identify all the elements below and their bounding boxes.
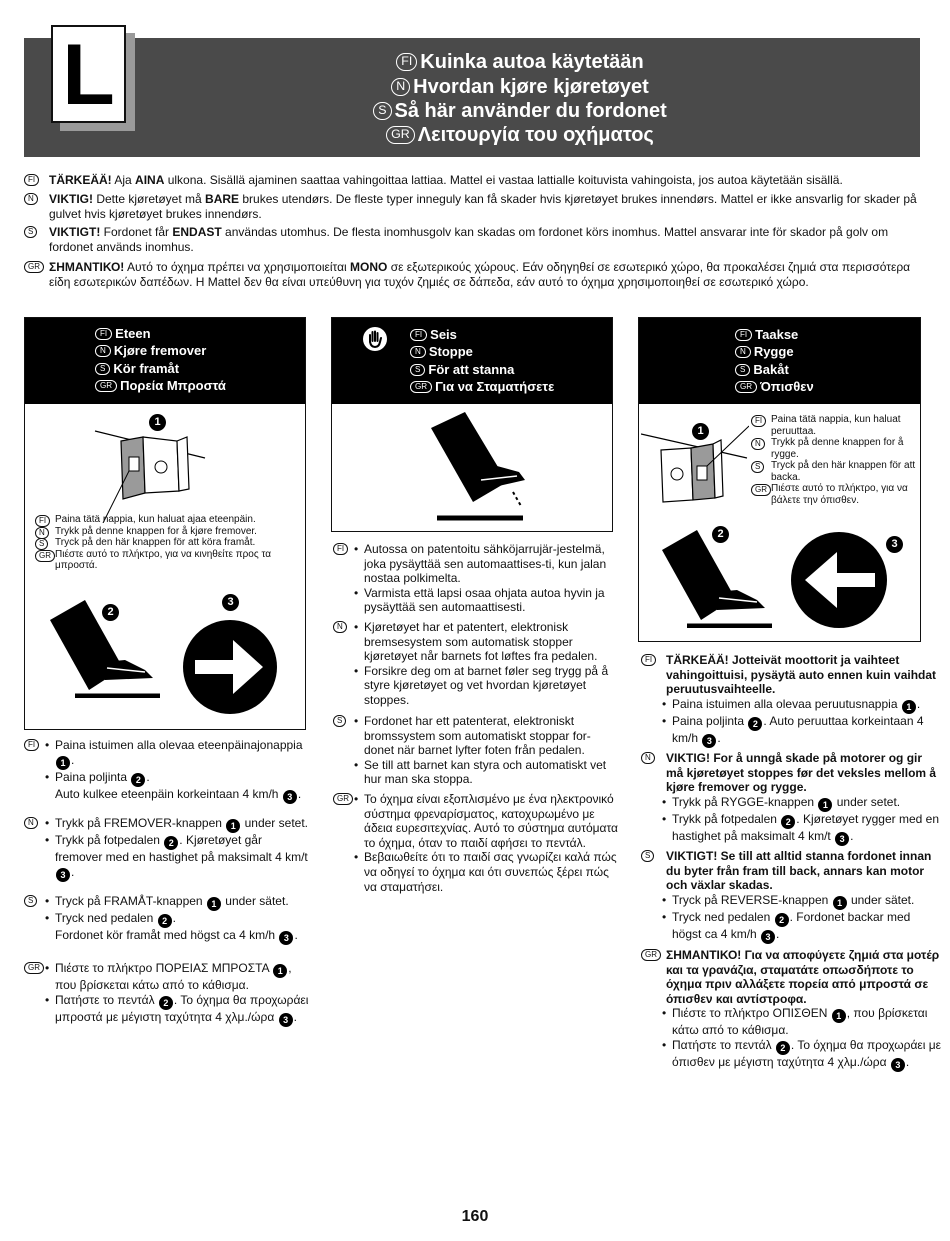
heading-text: Seis xyxy=(430,327,457,342)
list-item xyxy=(662,1006,941,1038)
lang-badge: GR xyxy=(410,381,432,393)
list-item xyxy=(45,833,309,882)
text: Πατήστε το πεντάλ xyxy=(672,1037,775,1052)
section-letter: L xyxy=(51,25,126,123)
reverse-warning: TÄRKEÄÄ! Jotteivät moottorit ja vaihteet vahingoittuisi, pysäytä auto ennen kuin vaihdat peruutusvaihteelle. xyxy=(666,653,937,697)
caption-n xyxy=(751,437,919,460)
text: . xyxy=(294,928,298,942)
step-3-icon: 3 xyxy=(835,832,849,846)
lang-badge: FI xyxy=(641,654,656,666)
text: . xyxy=(297,786,302,801)
text: . xyxy=(172,911,176,925)
list-item xyxy=(45,961,309,993)
lang-badge: N xyxy=(24,817,38,829)
list-item xyxy=(45,911,309,945)
warning-emphasis: ΜΟΝΟ xyxy=(350,260,388,274)
heading-text: För att stanna xyxy=(428,362,515,377)
warning-keyword: ΣΗΜΑΝΤΙΚΟ! xyxy=(49,260,125,274)
caption-text: Πιέστε αυτό το πλήκτρο, για να βάλετε την όπισθεν. xyxy=(771,483,908,506)
lang-badge: S xyxy=(641,850,654,862)
caption-n xyxy=(35,526,300,538)
heading-gr xyxy=(95,377,226,395)
text: Auto kulkee eteenpäin korkeintaan 4 km/h xyxy=(55,786,282,801)
text: Tryck på REVERSE-knappen xyxy=(672,892,832,907)
title-text: Kuinka autoa käytetään xyxy=(420,51,644,73)
caption-text: Πιέστε αυτό το πλήκτρο, για να κινηθείτε προς τα μπροστά. xyxy=(55,548,272,571)
list-item xyxy=(662,795,941,812)
caption-fi xyxy=(751,414,919,437)
list-item xyxy=(662,893,941,910)
text: Tryck ned pedalen xyxy=(55,911,157,925)
warning-gr xyxy=(24,260,920,289)
panel-reverse-captions xyxy=(751,414,919,506)
step-1-icon: 1 xyxy=(818,798,832,812)
list-item xyxy=(45,738,309,770)
caption-text: Tryck på den här knappen för att köra framåt. xyxy=(55,537,256,548)
reverse-text-n xyxy=(641,751,941,846)
arrow-left-icon xyxy=(789,530,889,630)
step-1-icon: 1 xyxy=(56,756,70,770)
warning-keyword: VIKTIGT! xyxy=(49,225,101,239)
heading-text: Για να Σταματήσετε xyxy=(435,379,555,394)
heading-gr xyxy=(735,378,814,396)
text: . xyxy=(850,828,854,843)
list-item xyxy=(45,770,309,804)
text: under setet. xyxy=(241,816,308,830)
text: . xyxy=(293,1009,297,1024)
forward-text-s xyxy=(24,894,309,945)
text: . Auto peruuttaa korkeintaan 4 km/h xyxy=(672,713,924,745)
text: Trykk på RYGGE-knappen xyxy=(672,794,818,809)
text: . xyxy=(776,926,780,941)
lang-badge: N xyxy=(24,193,38,205)
text: . Kjøretøyet går fremover med en hastighet på maksimalt 4 km/t xyxy=(55,833,308,864)
text: Trykk på FREMOVER-knappen xyxy=(55,816,226,830)
heading-text: Bakåt xyxy=(753,362,789,377)
warning-text: σε εξωτερικούς χώρους. Εάν οδηγηθεί σε εσωτερικό χώρο, θα προκαλέσει ζημιά στα περισσότερα είδη εσωτερικών δαπέδων. Η Mattel δεν θα είναι υπεύθυνη για τυχόν ζημιές σε δάπεδα, εάν αυτό το όχημα χρησιμοποιηθεί σε εσωτερικό χώρο. xyxy=(49,260,911,289)
lang-badge: FI xyxy=(24,174,39,186)
callout-3: 3 xyxy=(222,594,239,611)
text: , που βρίσκεται κάτω από το κάθισμα. xyxy=(672,1006,928,1038)
text: . xyxy=(717,730,721,745)
lang-badge: GR xyxy=(751,484,771,496)
lang-badge: GR xyxy=(35,550,55,562)
step-3-icon: 3 xyxy=(702,734,716,748)
lang-badge: GR xyxy=(641,949,661,961)
text: Fordonet kör framåt med högst ca 4 km/h xyxy=(55,928,279,942)
warning-text: Fordonet får xyxy=(100,225,173,239)
text: . Το όχημα θα προχωράει μπροστά με μέγιστη ταχύτητα 4 χλμ./ώρα xyxy=(55,992,309,1024)
lang-badge: FI xyxy=(410,329,427,341)
lang-badge: S xyxy=(751,461,764,473)
heading-text: Kjøre fremover xyxy=(113,343,207,358)
title-n xyxy=(230,75,810,99)
callout-3: 3 xyxy=(886,536,903,553)
lang-badge: S xyxy=(95,363,110,375)
title-s xyxy=(230,99,810,123)
panel-stop-heading xyxy=(332,318,612,404)
warning-text: ulkona. Sisällä ajaminen saattaa vahingoittaa lattiaa. Mattel ei vastaa lattialle koituvista vahingoista, jos autoa käytetään sisällä. xyxy=(164,173,843,187)
panel-forward-captions xyxy=(35,514,300,572)
text: Trykk på fotpedalen xyxy=(672,811,781,826)
lang-badge: GR xyxy=(24,261,44,273)
reverse-warning: ΣΗΜΑΝΤΙΚΟ! Για να αποφύγετε ζημιά στα μοτέρ και τα γρανάζια, σταματάτε οπωσδήποτε το όχημα πριν αλλάξετε πορεία από μπροστά σε όπισθεν και αντίστροφα. xyxy=(666,948,940,1006)
callout-2: 2 xyxy=(712,526,729,543)
heading-n xyxy=(410,343,473,361)
warning-text: brukes utendørs. De fleste typer inneguly kan få skader hvis kjøretøyet brukes innendørs. Mattel er ikke ansvarlig for skader på gulvet hvis kjøretøyet brukes innendørs. xyxy=(49,192,917,221)
heading-text: Rygge xyxy=(753,344,794,359)
text: . xyxy=(146,769,150,784)
reverse-text-gr xyxy=(641,948,941,1072)
lang-badge: FI xyxy=(95,328,112,340)
lang-badge: N xyxy=(641,752,655,764)
warning-emphasis: BARE xyxy=(205,192,240,206)
text: . xyxy=(905,1054,910,1069)
title-gr xyxy=(230,123,810,147)
lang-badge: FI xyxy=(24,739,39,751)
title-fi xyxy=(230,50,810,74)
step-2-icon: 2 xyxy=(775,913,789,927)
list-item: • Se till att barnet kan styra och automatiskt vet hur man ska stoppa. xyxy=(354,758,618,787)
warning-emphasis: AINA xyxy=(135,173,165,187)
lang-badge: N xyxy=(333,621,347,633)
lang-badge: N xyxy=(735,346,751,358)
list-item: • Varmista että lapsi osaa ohjata autoa hyvin ja pysäyttää sen automaattisesti. xyxy=(354,586,618,615)
step-1-icon: 1 xyxy=(832,1009,846,1023)
lang-badge: N xyxy=(391,78,410,96)
step-1-icon: 1 xyxy=(902,700,916,714)
text: . Το όχημα θα προχωράει με όπισθεν με μέγιστη ταχύτητα 4 χλμ./ώρα xyxy=(672,1037,942,1069)
text: . xyxy=(71,752,75,767)
stop-text-s xyxy=(333,714,618,787)
text: . Fordonet backar med högst ca 4 km/h xyxy=(672,909,911,941)
lang-badge: S xyxy=(373,102,391,120)
text: under sätet. xyxy=(847,892,915,907)
step-1-icon: 1 xyxy=(207,897,221,911)
caption-s xyxy=(35,537,300,549)
page-number: 160 xyxy=(461,1208,489,1225)
heading-fi xyxy=(735,326,798,344)
caption-fi xyxy=(35,514,300,526)
warning-keyword: TÄRKEÄÄ! xyxy=(49,173,112,187)
step-1-icon: 1 xyxy=(226,819,240,833)
forward-text-n xyxy=(24,816,309,882)
lang-badge: S xyxy=(333,715,346,727)
panel-stop xyxy=(331,317,613,532)
caption-s xyxy=(751,460,919,483)
list-item: • Το όχημα είναι εξοπλισμένο με ένα ηλεκτρονικό σύστημα φρεναρίσματος, κατοχυρωμένο με άδεια ευρεσιτεχνίας. Αυτό το σύστημα αυτόματα το όχημα, όταν το παιδί αφήσει το πεντάλ. xyxy=(354,792,618,850)
list-item xyxy=(662,812,941,846)
heading-gr xyxy=(410,378,554,396)
lang-badge: FI xyxy=(751,415,766,427)
text: Paina istuimen alla olevaa eteenpäinajonappia xyxy=(55,738,303,752)
text: under setet. xyxy=(833,794,901,809)
lang-badge: GR xyxy=(95,380,117,392)
list-item xyxy=(45,993,309,1027)
stop-text-gr xyxy=(333,792,618,894)
step-2-icon: 2 xyxy=(158,914,172,928)
text: Πιέστε το πλήκτρο ΟΠΙΣΘΕΝ xyxy=(672,1006,831,1021)
lang-badge: S xyxy=(410,364,425,376)
foot-lifting-illustration xyxy=(427,410,537,522)
text: Trykk på fotpedalen xyxy=(55,833,164,847)
arrow-right-icon xyxy=(181,618,279,716)
lang-badge: S xyxy=(735,364,750,376)
callout-1: 1 xyxy=(692,423,709,440)
heading-n xyxy=(735,343,794,361)
text: . Kjøretøyet rygger med en hastighet på maksimalt 4 km/t xyxy=(672,811,939,843)
step-3-icon: 3 xyxy=(279,931,293,945)
panel-forward xyxy=(24,317,306,730)
heading-text: Taakse xyxy=(755,327,799,342)
warning-s xyxy=(24,225,920,254)
list-item: • Kjøretøyet har et patentert, elektronisk bremsesystem som automatisk stopper kjøretøyet når barnets fot løftes fra pedalen. xyxy=(354,620,618,664)
forward-text-gr xyxy=(24,961,309,1027)
lang-badge: N xyxy=(751,438,765,450)
heading-s xyxy=(95,360,179,378)
list-item xyxy=(662,714,941,748)
title-text: Så här använder du fordonet xyxy=(394,100,667,122)
step-1-icon: 1 xyxy=(273,964,287,978)
caption-text: Trykk på denne knappen for å kjøre fremover. xyxy=(55,525,257,537)
step-2-icon: 2 xyxy=(776,1041,790,1055)
list-item: • Βεβαιωθείτε ότι το παιδί σας γνωρίζει καλά πώς να οδηγεί το όχημα και ότι συνεπώς ξέρει πώς να σταματήσει. xyxy=(354,850,618,894)
warning-text: Aja xyxy=(111,173,136,187)
step-3-icon: 3 xyxy=(761,930,775,944)
lang-badge: N xyxy=(410,346,426,358)
heading-text: Πορεία Μπροστά xyxy=(120,378,226,393)
caption-text: Paina tätä nappia, kun haluat ajaa eteenpäin. xyxy=(55,514,256,525)
step-2-icon: 2 xyxy=(781,815,795,829)
text: Πατήστε το πεντάλ xyxy=(55,992,158,1007)
step-2-icon: 2 xyxy=(164,836,178,850)
list-item: • Autossa on patentoitu sähköjarrujär-jestelmä, joka pysäyttää sen automaattises-ti, kun jalan nostaa polkimelta. xyxy=(354,542,618,586)
caption-gr xyxy=(35,549,300,572)
step-3-icon: 3 xyxy=(283,790,297,804)
panel-forward-heading xyxy=(25,318,305,404)
panel-reverse xyxy=(638,317,921,642)
list-item xyxy=(45,894,309,911)
list-item xyxy=(662,697,941,714)
lang-badge: GR xyxy=(735,381,757,393)
callout-1: 1 xyxy=(149,414,166,431)
lang-badge: FI xyxy=(735,329,752,341)
text: Tryck på FRAMÅT-knappen xyxy=(55,894,206,908)
panel-reverse-heading xyxy=(639,318,920,404)
reverse-warning: VIKTIGT! Se till att alltid stanna fordonet innan du byter från fram till back, annars kan motor och växlar skadas. xyxy=(666,849,932,893)
lang-badge: N xyxy=(35,527,49,539)
stop-text-n xyxy=(333,620,618,708)
warning-keyword: VIKTIG! xyxy=(49,192,93,206)
lang-badge: S xyxy=(24,226,37,238)
text: Tryck ned pedalen xyxy=(672,909,774,924)
step-3-icon: 3 xyxy=(56,868,70,882)
list-item: • Forsikre deg om at barnet føler seg trygg på å styre kjøretøyet og vet hvordan kjøretøyet stoppes. xyxy=(354,664,618,708)
warning-fi xyxy=(24,173,920,188)
lang-badge: S xyxy=(24,895,37,907)
text: under sätet. xyxy=(221,894,289,908)
list-item xyxy=(662,910,941,944)
forward-text-fi xyxy=(24,738,309,804)
warning-text: användas utomhus. De flesta inomhusgolv kan skadas om fordonet körs inomhus. Mattel ansvarar inte för skador på golv om fordonet används inomhus. xyxy=(49,225,889,254)
lang-badge: GR xyxy=(386,126,415,144)
reverse-text-s xyxy=(641,849,941,944)
lang-badge: GR xyxy=(24,962,44,974)
stop-text-fi xyxy=(333,542,618,615)
reverse-warning: VIKTIG! For å unngå skade på motorer og gir må kjøretøyet stoppes før det veksles mellom å kjøre fremover og rygge. xyxy=(666,751,937,795)
caption-text: Paina tätä nappia, kun haluat peruuttaa. xyxy=(771,414,901,437)
text: Paina poljinta xyxy=(55,769,131,784)
heading-text: Kör framåt xyxy=(113,361,180,376)
text: Paina poljinta xyxy=(672,713,748,728)
step-2-icon: 2 xyxy=(159,996,173,1010)
text: , που βρίσκεται κάτω από το κάθισμα. xyxy=(55,961,292,992)
warning-emphasis: ENDAST xyxy=(172,225,222,239)
warning-n xyxy=(24,192,920,221)
list-item xyxy=(45,816,309,833)
list-item: • Fordonet har ett patenterat, elektroniskt bromssystem som automatiskt stoppar for-donet när barnet lyfter foten från pedalen. xyxy=(354,714,618,758)
heading-n xyxy=(95,342,206,360)
heading-s xyxy=(735,361,789,379)
reverse-text-fi xyxy=(641,653,941,748)
heading-fi xyxy=(95,325,151,343)
callout-2: 2 xyxy=(102,604,119,621)
title-text: Hvordan kjøre kjøretøyet xyxy=(413,76,649,98)
step-2-icon: 2 xyxy=(748,717,762,731)
text: . xyxy=(71,864,75,879)
lang-badge: GR xyxy=(333,793,353,805)
stop-hand-icon xyxy=(362,326,388,352)
caption-gr xyxy=(751,483,919,506)
heading-text: Stoppe xyxy=(428,344,473,359)
text: Πιέστε το πλήκτρο ΠΟΡΕΙΑΣ ΜΠΡΟΣΤΑ xyxy=(55,961,273,975)
caption-text: Tryck på den här knappen för att backa. xyxy=(771,460,916,483)
step-1-icon: 1 xyxy=(833,896,847,910)
foot-pedal-illustration xyxy=(657,528,777,628)
step-3-icon: 3 xyxy=(891,1058,905,1072)
step-2-icon: 2 xyxy=(131,773,145,787)
text: Paina istuimen alla olevaa peruutusnappia xyxy=(672,696,901,711)
title-text: Λειτουργία του οχήματος xyxy=(417,124,654,146)
warning-text: Αυτό το όχημα πρέπει να χρησιμοποιείται xyxy=(124,260,351,274)
heading-s xyxy=(410,361,514,379)
lang-badge: S xyxy=(35,538,48,550)
heading-fi xyxy=(410,326,457,344)
list-item xyxy=(662,1038,941,1072)
heading-text: Eteen xyxy=(115,326,151,341)
warning-text: Dette kjøretøyet må xyxy=(93,192,206,206)
lang-badge: FI xyxy=(35,515,50,527)
lang-badge: N xyxy=(95,345,111,357)
text: . xyxy=(916,696,921,711)
step-3-icon: 3 xyxy=(279,1013,293,1027)
heading-text: Όπισθεν xyxy=(760,379,814,394)
lang-badge: FI xyxy=(333,543,348,555)
lang-badge: FI xyxy=(396,53,417,71)
caption-text: Trykk på denne knappen for å rygge. xyxy=(771,437,904,460)
